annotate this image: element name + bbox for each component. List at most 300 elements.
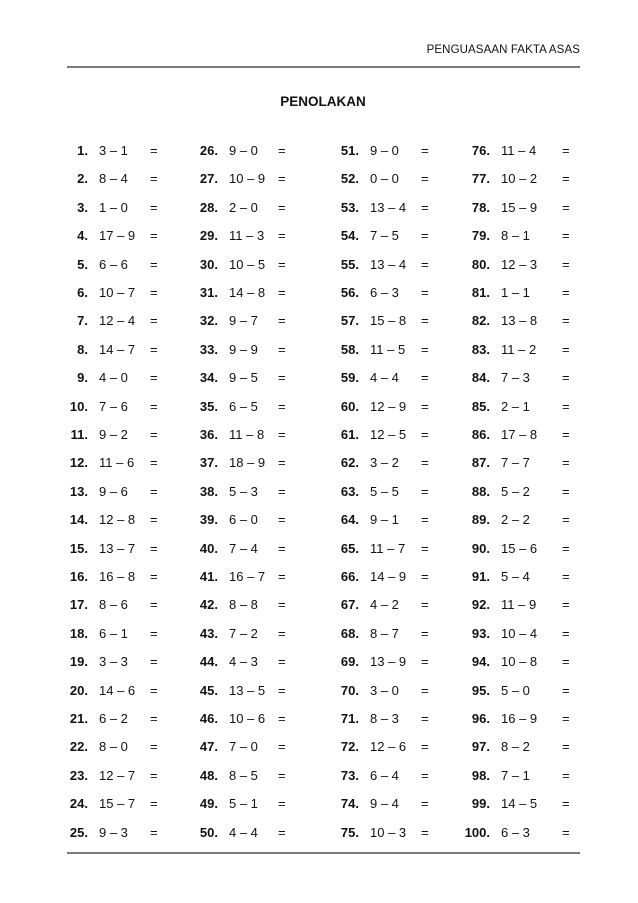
exercise-expression: 16 – 9: [501, 711, 538, 726]
equals-sign: =: [421, 427, 429, 442]
exercise-expression: 7 – 5: [370, 228, 399, 244]
equals-sign: =: [421, 682, 429, 698]
exercise-expression: 3 – 0: [370, 682, 399, 698]
footer-divider: [67, 852, 580, 854]
exercise-expression: 15 – 9: [501, 199, 538, 215]
equals-sign: =: [562, 796, 570, 812]
exercise-expression: 1 – 1: [501, 285, 530, 300]
equals-sign: =: [562, 824, 570, 840]
exercise-number: 16.: [69, 569, 88, 584]
exercise-expression: 10 – 3: [370, 824, 407, 840]
exercise-expression: 3 – 3: [99, 654, 128, 670]
exercise-expression: 11 – 2: [501, 341, 537, 357]
equals-sign: =: [150, 540, 158, 556]
exercise-number: 67.: [340, 597, 359, 613]
exercise-expression: 6 – 3: [370, 285, 399, 300]
equals-sign: =: [150, 682, 158, 698]
equals-sign: =: [278, 285, 286, 300]
equals-sign: =: [562, 256, 570, 272]
exercise-expression: 18 – 9: [229, 455, 266, 471]
exercise-number: 36.: [199, 427, 218, 442]
exercise-expression: 4 – 2: [370, 597, 399, 613]
exercise-number: 47.: [199, 739, 218, 755]
equals-sign: =: [421, 767, 429, 783]
equals-sign: =: [562, 199, 570, 215]
equals-sign: =: [278, 427, 286, 442]
exercise-expression: 16 – 7: [229, 569, 266, 584]
exercise-number: 86.: [471, 427, 490, 442]
equals-sign: =: [278, 171, 286, 187]
exercise-expression: 3 – 1: [99, 143, 128, 158]
exercise-number: 21.: [69, 711, 88, 726]
exercise-expression: 5 – 0: [501, 682, 530, 698]
equals-sign: =: [562, 398, 570, 414]
exercise-number: 95.: [471, 682, 490, 698]
exercise-number: 27.: [199, 171, 218, 187]
exercise-number: 35.: [199, 398, 218, 414]
exercise-number: 79.: [471, 228, 490, 244]
exercise-number: 57.: [340, 313, 359, 329]
exercise-number: 49.: [199, 796, 218, 812]
exercise-expression: 11 – 3: [229, 228, 265, 244]
exercise-expression: 8 – 4: [99, 171, 128, 187]
equals-sign: =: [562, 597, 570, 613]
equals-sign: =: [421, 285, 429, 300]
exercise-number: 26.: [199, 143, 218, 158]
exercise-number: 6.: [77, 285, 88, 300]
exercise-expression: 8 – 5: [229, 767, 258, 783]
equals-sign: =: [421, 796, 429, 812]
equals-sign: =: [150, 199, 158, 215]
equals-sign: =: [421, 341, 429, 357]
equals-sign: =: [150, 597, 158, 613]
exercise-number: 53.: [340, 199, 359, 215]
exercise-expression: 6 – 6: [99, 256, 128, 272]
exercise-number: 15.: [69, 540, 88, 556]
page-header: PENGUASAAN FAKTA ASAS: [426, 44, 580, 56]
equals-sign: =: [562, 654, 570, 670]
exercise-number: 17.: [69, 597, 88, 613]
equals-sign: =: [562, 682, 570, 698]
exercise-expression: 11 – 7: [370, 540, 406, 556]
exercise-number: 38.: [199, 483, 218, 499]
exercise-expression: 7 – 0: [229, 739, 258, 755]
exercise-expression: 9 – 1: [370, 512, 399, 528]
exercise-number: 13.: [69, 483, 88, 499]
exercise-expression: 2 – 1: [501, 398, 530, 414]
equals-sign: =: [421, 199, 429, 215]
exercise-number: 65.: [340, 540, 359, 556]
exercise-number: 55.: [340, 256, 359, 272]
exercise-expression: 13 – 4: [370, 199, 407, 215]
exercise-number: 81.: [471, 285, 490, 300]
equals-sign: =: [150, 398, 158, 414]
equals-sign: =: [278, 569, 286, 584]
exercise-number: 48.: [199, 767, 218, 783]
equals-sign: =: [150, 427, 158, 442]
exercise-expression: 15 – 7: [99, 796, 136, 812]
equals-sign: =: [278, 540, 286, 556]
exercise-expression: 11 – 9: [501, 597, 537, 613]
exercise-number: 97.: [471, 739, 490, 755]
exercise-number: 51.: [340, 143, 359, 158]
equals-sign: =: [562, 370, 570, 386]
equals-sign: =: [150, 483, 158, 499]
exercise-expression: 5 – 5: [370, 483, 399, 499]
equals-sign: =: [150, 370, 158, 386]
exercise-number: 30.: [199, 256, 218, 272]
exercise-number: 40.: [199, 540, 218, 556]
exercise-expression: 2 – 0: [229, 199, 258, 215]
exercise-expression: 8 – 0: [99, 739, 128, 755]
exercise-number: 62.: [340, 455, 359, 471]
exercise-number: 76.: [471, 143, 490, 158]
exercise-expression: 12 – 9: [370, 398, 407, 414]
exercise-number: 59.: [340, 370, 359, 386]
exercise-expression: 12 – 5: [370, 427, 407, 442]
exercise-expression: 13 – 8: [501, 313, 538, 329]
equals-sign: =: [421, 256, 429, 272]
equals-sign: =: [562, 171, 570, 187]
exercise-expression: 9 – 2: [99, 427, 128, 442]
exercise-number: 37.: [199, 455, 218, 471]
equals-sign: =: [150, 711, 158, 726]
equals-sign: =: [150, 569, 158, 584]
exercise-number: 25.: [69, 824, 88, 840]
exercise-expression: 4 – 3: [229, 654, 258, 670]
equals-sign: =: [278, 341, 286, 357]
page-title: PENOLAKAN: [280, 94, 366, 109]
equals-sign: =: [421, 569, 429, 584]
equals-sign: =: [278, 597, 286, 613]
exercise-expression: 12 – 8: [99, 512, 136, 528]
exercise-expression: 17 – 9: [99, 228, 136, 244]
exercise-expression: 7 – 1: [501, 767, 530, 783]
equals-sign: =: [278, 824, 286, 840]
equals-sign: =: [150, 143, 158, 158]
exercise-number: 41.: [199, 569, 218, 584]
exercise-expression: 11 – 4: [501, 143, 537, 158]
equals-sign: =: [562, 285, 570, 300]
exercise-number: 5.: [77, 256, 88, 272]
equals-sign: =: [421, 171, 429, 187]
exercise-number: 23.: [69, 767, 88, 783]
exercise-number: 56.: [340, 285, 359, 300]
exercise-expression: 2 – 2: [501, 512, 530, 528]
equals-sign: =: [278, 711, 286, 726]
exercise-number: 44.: [199, 654, 218, 670]
equals-sign: =: [421, 455, 429, 471]
exercise-number: 43.: [199, 625, 218, 641]
exercise-number: 70.: [340, 682, 359, 698]
exercise-expression: 1 – 0: [99, 199, 128, 215]
exercise-number: 72.: [340, 739, 359, 755]
header-divider: [67, 66, 580, 68]
exercise-expression: 10 – 5: [229, 256, 266, 272]
exercise-expression: 14 – 7: [99, 341, 136, 357]
exercise-expression: 4 – 0: [99, 370, 128, 386]
equals-sign: =: [421, 625, 429, 641]
exercise-expression: 6 – 5: [229, 398, 258, 414]
exercise-number: 45.: [199, 682, 218, 698]
equals-sign: =: [562, 569, 570, 584]
exercise-expression: 13 – 9: [370, 654, 407, 670]
equals-sign: =: [278, 398, 286, 414]
exercise-number: 93.: [471, 625, 490, 641]
exercise-expression: 9 – 7: [229, 313, 258, 329]
exercise-expression: 9 – 3: [99, 824, 128, 840]
exercise-number: 14.: [69, 512, 88, 528]
exercise-number: 71.: [340, 711, 359, 726]
exercise-expression: 12 – 3: [501, 256, 538, 272]
exercise-expression: 14 – 9: [370, 569, 407, 584]
equals-sign: =: [150, 171, 158, 187]
equals-sign: =: [278, 767, 286, 783]
exercise-number: 77.: [471, 171, 490, 187]
exercise-number: 99.: [471, 796, 490, 812]
exercise-expression: 9 – 0: [370, 143, 399, 158]
exercise-number: 66.: [340, 569, 359, 584]
exercise-expression: 10 – 7: [99, 285, 136, 300]
exercise-expression: 4 – 4: [229, 824, 258, 840]
exercise-number: 31.: [199, 285, 218, 300]
exercise-number: 74.: [340, 796, 359, 812]
exercise-expression: 8 – 1: [501, 228, 530, 244]
equals-sign: =: [278, 512, 286, 528]
equals-sign: =: [278, 256, 286, 272]
exercise-expression: 9 – 6: [99, 483, 128, 499]
exercise-number: 9.: [77, 370, 88, 386]
exercise-expression: 3 – 2: [370, 455, 399, 471]
exercise-expression: 8 – 2: [501, 739, 530, 755]
exercise-number: 28.: [199, 199, 218, 215]
exercise-number: 50.: [199, 824, 218, 840]
equals-sign: =: [421, 398, 429, 414]
exercise-number: 90.: [471, 540, 490, 556]
equals-sign: =: [150, 739, 158, 755]
exercise-number: 87.: [471, 455, 490, 471]
equals-sign: =: [150, 767, 158, 783]
exercise-expression: 13 – 7: [99, 540, 136, 556]
exercise-expression: 17 – 8: [501, 427, 538, 442]
exercise-expression: 14 – 8: [229, 285, 266, 300]
exercise-number: 4.: [77, 228, 88, 244]
equals-sign: =: [562, 483, 570, 499]
equals-sign: =: [150, 654, 158, 670]
exercise-expression: 8 – 7: [370, 625, 399, 641]
exercise-number: 24.: [69, 796, 88, 812]
exercise-expression: 8 – 8: [229, 597, 258, 613]
exercise-expression: 6 – 1: [99, 625, 128, 641]
exercise-expression: 0 – 0: [370, 171, 399, 187]
exercise-number: 3.: [77, 199, 88, 215]
exercise-number: 11.: [70, 427, 88, 442]
equals-sign: =: [562, 625, 570, 641]
equals-sign: =: [421, 824, 429, 840]
exercise-expression: 15 – 8: [370, 313, 407, 329]
exercise-expression: 9 – 5: [229, 370, 258, 386]
exercise-number: 20.: [69, 682, 88, 698]
equals-sign: =: [150, 285, 158, 300]
exercise-number: 83.: [471, 341, 490, 357]
exercise-number: 68.: [340, 625, 359, 641]
equals-sign: =: [278, 370, 286, 386]
equals-sign: =: [562, 143, 570, 158]
equals-sign: =: [150, 455, 158, 471]
equals-sign: =: [278, 625, 286, 641]
exercise-number: 12.: [69, 455, 88, 471]
equals-sign: =: [421, 711, 429, 726]
equals-sign: =: [421, 313, 429, 329]
equals-sign: =: [421, 739, 429, 755]
exercise-number: 73.: [340, 767, 359, 783]
equals-sign: =: [150, 512, 158, 528]
exercise-expression: 9 – 9: [229, 341, 258, 357]
equals-sign: =: [278, 228, 286, 244]
equals-sign: =: [421, 540, 429, 556]
equals-sign: =: [562, 767, 570, 783]
equals-sign: =: [421, 370, 429, 386]
exercise-number: 69.: [340, 654, 359, 670]
equals-sign: =: [150, 228, 158, 244]
exercise-number: 75.: [340, 824, 359, 840]
exercise-expression: 9 – 0: [229, 143, 258, 158]
exercise-number: 82.: [471, 313, 490, 329]
exercise-number: 58.: [340, 341, 359, 357]
exercise-expression: 6 – 0: [229, 512, 258, 528]
exercise-number: 54.: [340, 228, 359, 244]
equals-sign: =: [421, 654, 429, 670]
equals-sign: =: [150, 313, 158, 329]
equals-sign: =: [278, 739, 286, 755]
exercise-expression: 5 – 1: [229, 796, 258, 812]
exercise-number: 39.: [199, 512, 218, 528]
exercise-number: 80.: [471, 256, 490, 272]
exercise-number: 22.: [69, 739, 88, 755]
equals-sign: =: [562, 512, 570, 528]
exercise-expression: 12 – 4: [99, 313, 136, 329]
exercise-number: 10.: [69, 398, 88, 414]
exercise-number: 64.: [340, 512, 359, 528]
exercise-number: 46.: [199, 711, 218, 726]
equals-sign: =: [150, 256, 158, 272]
exercise-number: 8.: [77, 341, 88, 357]
equals-sign: =: [562, 228, 570, 244]
equals-sign: =: [562, 341, 570, 357]
equals-sign: =: [150, 796, 158, 812]
exercise-number: 7.: [77, 313, 88, 329]
equals-sign: =: [562, 313, 570, 329]
exercise-expression: 7 – 7: [501, 455, 530, 471]
exercise-expression: 13 – 4: [370, 256, 407, 272]
exercise-number: 34.: [199, 370, 218, 386]
equals-sign: =: [150, 824, 158, 840]
equals-sign: =: [421, 143, 429, 158]
exercise-number: 2.: [77, 171, 88, 187]
exercise-expression: 10 – 6: [229, 711, 266, 726]
exercise-number: 19.: [69, 654, 88, 670]
exercise-expression: 10 – 9: [229, 171, 266, 187]
exercise-number: 52.: [340, 171, 359, 187]
exercise-number: 84.: [471, 370, 490, 386]
exercise-number: 85.: [471, 398, 490, 414]
equals-sign: =: [278, 313, 286, 329]
exercise-expression: 10 – 4: [501, 625, 538, 641]
exercise-expression: 5 – 4: [501, 569, 530, 584]
equals-sign: =: [562, 739, 570, 755]
exercise-expression: 7 – 2: [229, 625, 258, 641]
exercise-expression: 8 – 6: [99, 597, 128, 613]
exercise-expression: 11 – 6: [99, 455, 135, 471]
exercise-number: 92.: [471, 597, 490, 613]
exercise-number: 1.: [77, 143, 88, 158]
exercise-number: 78.: [471, 199, 490, 215]
equals-sign: =: [562, 540, 570, 556]
exercise-expression: 14 – 5: [501, 796, 538, 812]
exercise-number: 61.: [340, 427, 359, 442]
exercise-expression: 6 – 3: [501, 824, 530, 840]
equals-sign: =: [562, 711, 570, 726]
equals-sign: =: [278, 199, 286, 215]
exercise-expression: 14 – 6: [99, 682, 136, 698]
equals-sign: =: [562, 455, 570, 471]
equals-sign: =: [278, 143, 286, 158]
exercise-expression: 8 – 3: [370, 711, 399, 726]
exercise-expression: 9 – 4: [370, 796, 399, 812]
exercise-expression: 12 – 6: [370, 739, 407, 755]
exercise-number: 96.: [471, 711, 490, 726]
exercise-number: 63.: [340, 483, 359, 499]
exercise-expression: 11 – 5: [370, 341, 406, 357]
exercise-number: 91.: [471, 569, 490, 584]
equals-sign: =: [421, 228, 429, 244]
exercise-expression: 13 – 5: [229, 682, 266, 698]
equals-sign: =: [421, 512, 429, 528]
equals-sign: =: [278, 483, 286, 499]
exercise-expression: 16 – 8: [99, 569, 136, 584]
exercise-expression: 11 – 8: [229, 427, 265, 442]
exercise-number: 100.: [464, 824, 490, 840]
exercise-expression: 7 – 4: [229, 540, 258, 556]
equals-sign: =: [278, 796, 286, 812]
exercise-number: 32.: [199, 313, 218, 329]
exercise-expression: 10 – 2: [501, 171, 538, 187]
exercise-number: 33.: [199, 341, 218, 357]
exercise-number: 98.: [471, 767, 490, 783]
equals-sign: =: [150, 341, 158, 357]
exercise-expression: 12 – 7: [99, 767, 136, 783]
exercise-number: 94.: [471, 654, 490, 670]
exercise-number: 18.: [69, 625, 88, 641]
equals-sign: =: [562, 427, 570, 442]
equals-sign: =: [421, 597, 429, 613]
exercise-number: 42.: [199, 597, 218, 613]
exercise-expression: 6 – 4: [370, 767, 399, 783]
equals-sign: =: [421, 483, 429, 499]
exercise-number: 60.: [340, 398, 359, 414]
equals-sign: =: [278, 455, 286, 471]
equals-sign: =: [278, 682, 286, 698]
exercise-expression: 6 – 2: [99, 711, 128, 726]
exercise-expression: 7 – 6: [99, 398, 128, 414]
exercise-expression: 5 – 2: [501, 483, 530, 499]
exercise-expression: 5 – 3: [229, 483, 258, 499]
exercise-number: 89.: [471, 512, 490, 528]
exercise-expression: 15 – 6: [501, 540, 538, 556]
equals-sign: =: [150, 625, 158, 641]
exercise-number: 88.: [471, 483, 490, 499]
equals-sign: =: [278, 654, 286, 670]
